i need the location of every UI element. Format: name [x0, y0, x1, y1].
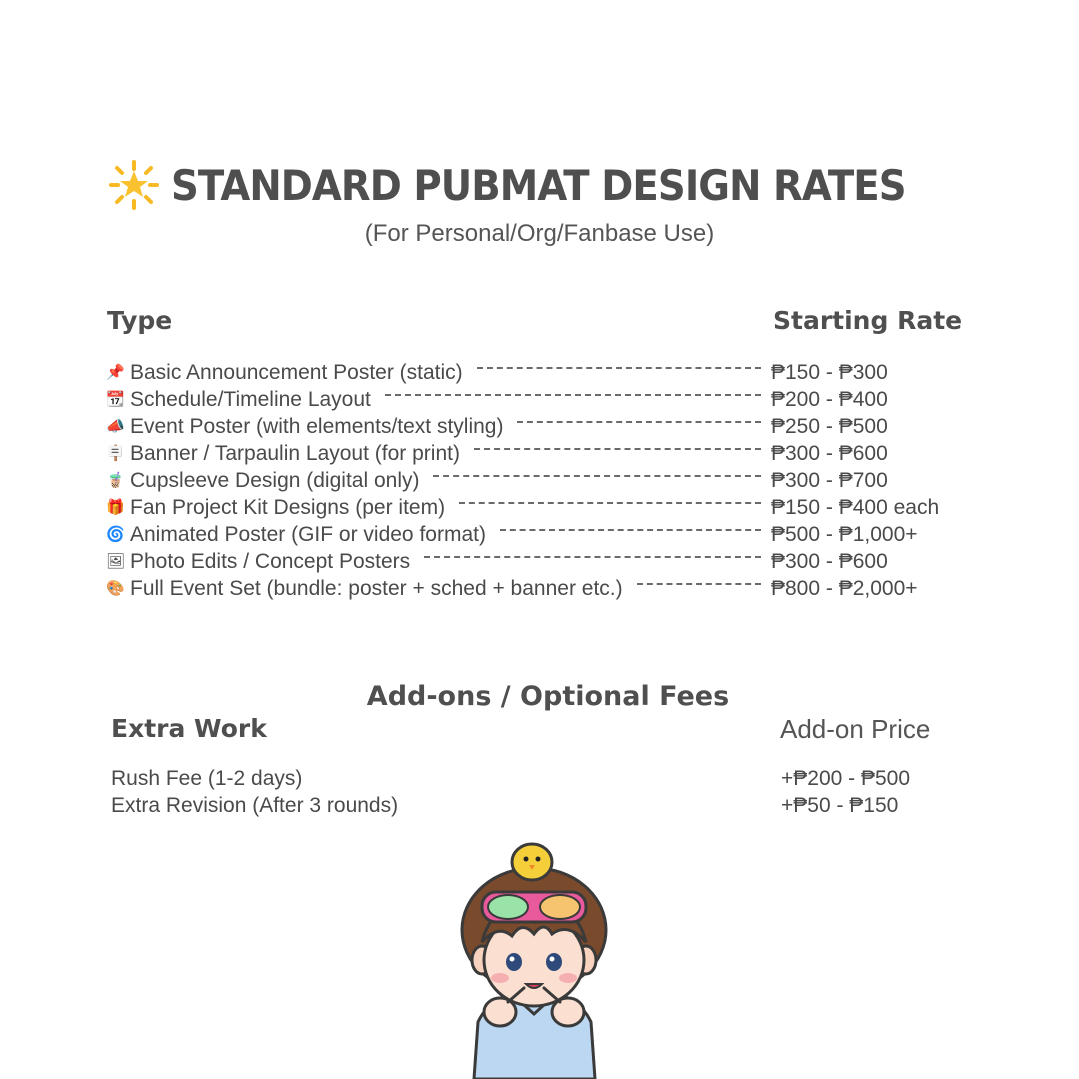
- rate-row: [106, 359, 956, 386]
- addons-title: Add-ons / Optional Fees: [366, 681, 730, 712]
- palette-icon: 🎨: [106, 580, 125, 597]
- leader-dashes: [517, 421, 761, 423]
- calendar-icon: 📆: [106, 391, 125, 408]
- rates-list: [106, 359, 956, 602]
- rate-type: Full Event Set (bundle: poster + sched + banner etc.): [130, 576, 623, 600]
- rate-price: ₱300 - ₱700: [771, 468, 888, 492]
- rate-row: [106, 467, 956, 494]
- addon-price: +₱50 - ₱150: [781, 794, 899, 817]
- pushpin-icon: 📌: [106, 364, 125, 381]
- addons-list: [111, 767, 931, 821]
- rate-type: Banner / Tarpaulin Layout (for print): [130, 441, 460, 465]
- rate-row: [106, 440, 956, 467]
- rate-price: ₱200 - ₱400: [771, 387, 888, 411]
- addon-row: [111, 794, 931, 821]
- rate-type: Event Poster (with elements/text styling): [130, 414, 504, 438]
- rate-row: [106, 494, 956, 521]
- rate-type: Fan Project Kit Designs (per item): [130, 495, 446, 519]
- leader-dashes: [474, 448, 761, 450]
- rate-price: ₱150 - ₱300: [771, 360, 888, 384]
- bubble-tea-icon: 🧋: [106, 472, 125, 489]
- rate-type: Schedule/Timeline Layout: [130, 387, 371, 411]
- rate-row: [106, 386, 956, 413]
- leader-dashes: [500, 529, 761, 531]
- rate-type: Basic Announcement Poster (static): [130, 360, 463, 384]
- addon-row: [111, 767, 931, 794]
- page-title: STANDARD PUBMAT DESIGN RATES: [171, 160, 906, 210]
- rate-price: ₱500 - ₱1,000+: [771, 522, 918, 546]
- page-subtitle: (For Personal/Org/Fanbase Use): [364, 220, 715, 247]
- extra-work-header: Extra Work: [111, 714, 267, 743]
- star-icon: [109, 160, 159, 210]
- addon-price-header: Add-on Price: [780, 714, 931, 744]
- leader-dashes: [477, 367, 761, 369]
- leader-dashes: [385, 394, 761, 396]
- leader-dashes: [459, 502, 761, 504]
- rate-price: ₱800 - ₱2,000+: [771, 576, 918, 600]
- rate-price: ₱250 - ₱500: [771, 414, 888, 438]
- leader-dashes: [433, 475, 761, 477]
- leader-dashes: [637, 583, 761, 585]
- framed-picture-icon: 🖼: [106, 553, 126, 570]
- rate-price: ₱300 - ₱600: [771, 549, 888, 573]
- rate-row: [106, 548, 956, 575]
- leader-dashes: [424, 556, 761, 558]
- mascot-illustration: [452, 842, 617, 1079]
- addon-work: Rush Fee (1-2 days): [111, 767, 303, 790]
- rate-row: [106, 575, 956, 602]
- title-block: [0, 160, 1079, 210]
- rate-price: ₱300 - ₱600: [771, 441, 888, 465]
- rate-type: Cupsleeve Design (digital only): [130, 468, 420, 492]
- megaphone-icon: 📣: [106, 418, 125, 435]
- type-column-header: Type: [107, 306, 173, 335]
- rate-row: [106, 521, 956, 548]
- rate-type: Photo Edits / Concept Posters: [130, 549, 411, 573]
- rate-row: [106, 413, 956, 440]
- cyclone-icon: 🌀: [106, 526, 125, 543]
- rate-column-header: Starting Rate: [773, 306, 963, 335]
- placard-icon: 🪧: [106, 445, 125, 462]
- rate-price: ₱150 - ₱400 each: [771, 495, 940, 519]
- rate-type: Animated Poster (GIF or video format): [130, 522, 486, 546]
- addon-work: Extra Revision (After 3 rounds): [111, 794, 399, 817]
- gift-icon: 🎁: [106, 499, 125, 516]
- addon-price: +₱200 - ₱500: [781, 767, 911, 790]
